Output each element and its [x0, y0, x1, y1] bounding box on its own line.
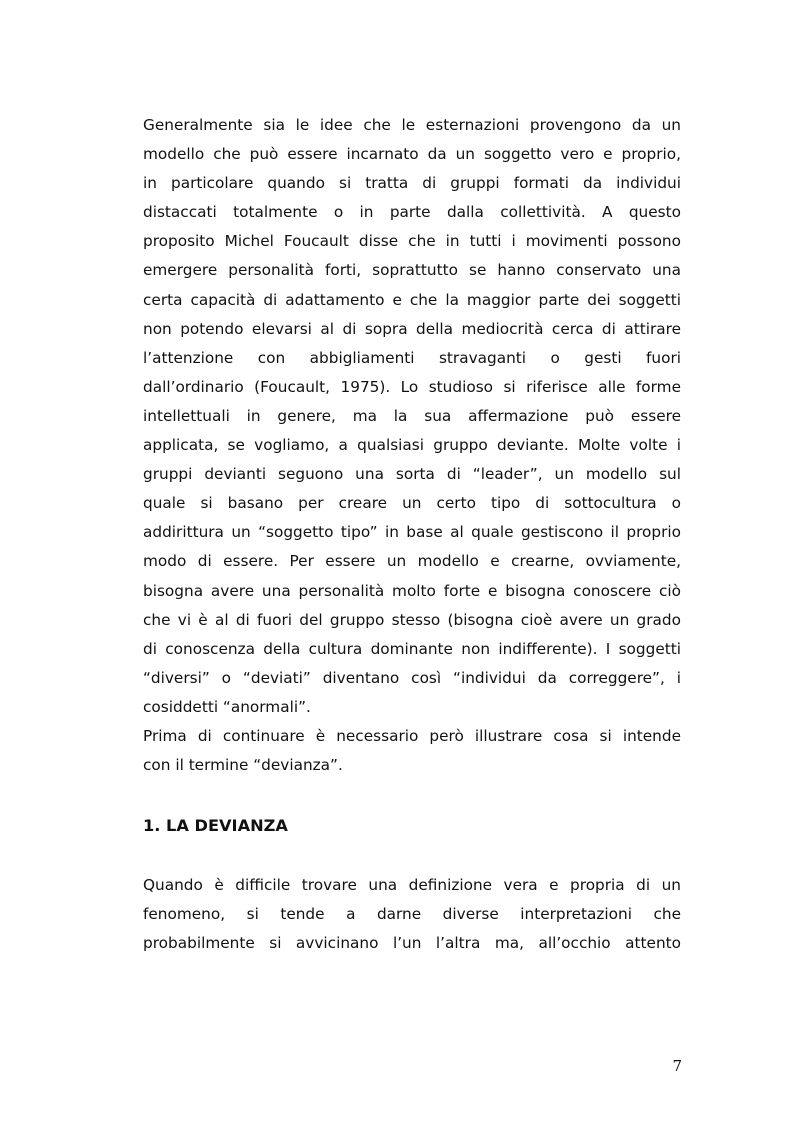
text-line: probabilmente si avvicinano l’un l’altra ma, all’occhio attento	[143, 934, 681, 953]
section-heading: 1. LA DEVIANZA	[143, 816, 288, 835]
text-line: fenomeno, si tende a darne diverse interpretazioni che	[143, 905, 681, 924]
text-line: Quando è difficile trovare una definizione vera e propria di un	[143, 876, 681, 894]
text-line: distaccati totalmente o in parte dalla collettività. A questo	[143, 203, 681, 222]
paragraph-intro	[143, 111, 681, 780]
text-line: in particolare quando si tratta di gruppi formati da individui	[143, 174, 681, 193]
text-line: di conoscenza della cultura dominante non indifferente). I soggetti	[143, 639, 681, 658]
text-line: bisogna avere una personalità molto forte e bisogna conoscere ciò	[143, 581, 681, 600]
text-line: Generalmente sia le idee che le esternazioni provengono da un	[143, 116, 681, 134]
text-line: l’attenzione con abbigliamenti stravaganti o gesti fuori	[143, 348, 681, 367]
paragraph-devianza	[143, 871, 681, 958]
text-line: Prima di continuare è necessario però illustrare cosa si intende	[143, 726, 681, 745]
text-line: certa capacità di adattamento e che la maggior parte dei soggetti	[143, 290, 681, 309]
text-line: che vi è al di fuori del gruppo stesso (bisogna cioè avere un grado	[143, 610, 681, 629]
text-line: addirittura un “soggetto tipo” in base al quale gestiscono il proprio	[143, 523, 681, 542]
text-line: gruppi devianti seguono una sorta di “leader”, un modello sul	[143, 465, 681, 484]
page-number: 7	[672, 1057, 682, 1075]
text-line: quale si basano per creare un certo tipo di sottocultura o	[143, 494, 681, 513]
text-line: non potendo elevarsi al di sopra della mediocrità cerca di attirare	[143, 319, 681, 338]
text-line: cosiddetti “anormali”.	[143, 697, 311, 716]
text-line: emergere personalità forti, soprattutto se hanno conservato una	[143, 261, 681, 280]
text-line: dall’ordinario (Foucault, 1975). Lo studioso si riferisce alle forme	[143, 377, 681, 396]
text-line: modello che può essere incarnato da un soggetto vero e proprio,	[143, 145, 681, 164]
text-line: modo di essere. Per essere un modello e crearne, ovviamente,	[143, 552, 681, 571]
text-line: con il termine “devianza”.	[143, 756, 343, 775]
text-line: “diversi” o “deviati” diventano così “individui da correggere”, i	[143, 668, 681, 687]
text-line: applicata, se vogliamo, a qualsiasi gruppo deviante. Molte volte i	[143, 436, 681, 455]
text-line: intellettuali in genere, ma la sua affermazione può essere	[143, 406, 681, 425]
text-line: proposito Michel Foucault disse che in tutti i movimenti possono	[143, 232, 681, 251]
